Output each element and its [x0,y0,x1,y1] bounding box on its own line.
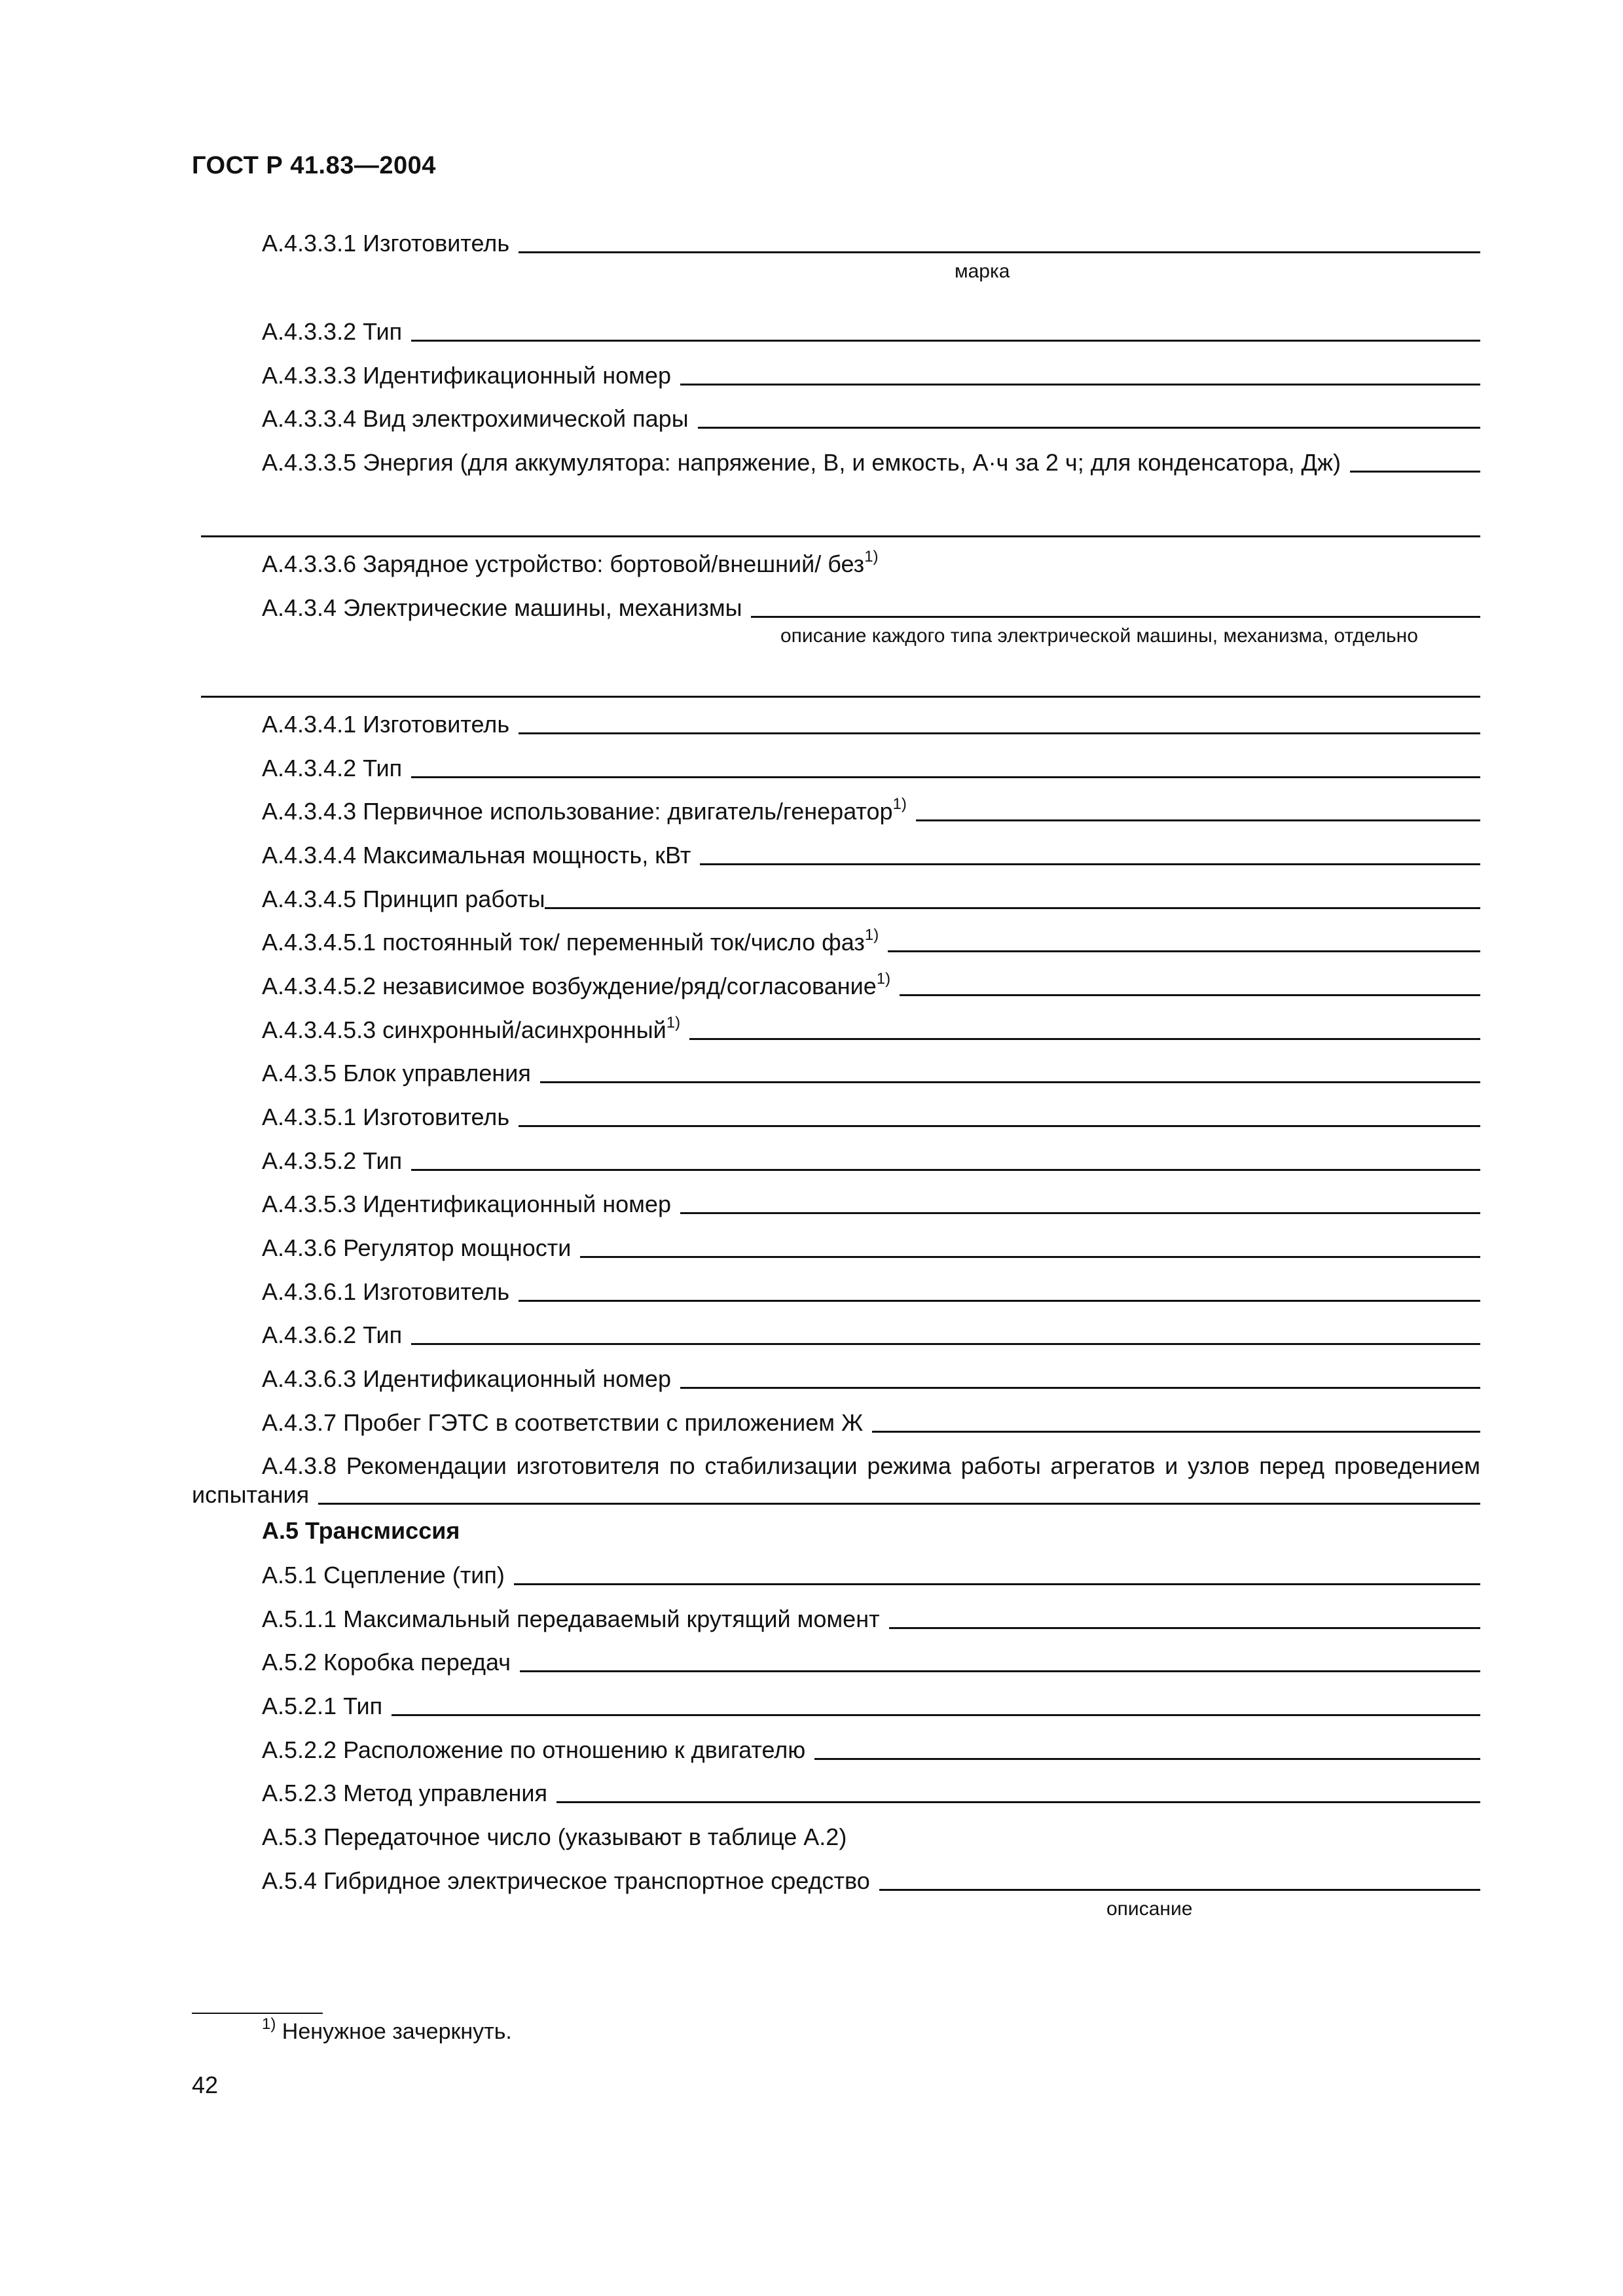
field-a52: А.5.2 Коробка передач [262,1648,1480,1677]
fill-line[interactable] [520,1670,1480,1672]
field-a43363: А.4.3.6.3 Идентификационный номер [262,1365,1480,1393]
fill-line[interactable] [411,776,1480,778]
field-a433452: А.4.3.4.5.2 независимое возбуждение/ряд/согласование$^{1)}$ [262,972,1480,1001]
field-a43352: А.4.3.5.2 Тип [262,1147,1480,1175]
fill-line[interactable] [689,1038,1480,1040]
field-a43334: А.4.3.3.4 Вид электрохимической пары [262,404,1480,433]
field-a4338-line2: испытания [192,1480,1480,1509]
field-a43333: А.4.3.3.3 Идентификационный номер [262,361,1480,390]
field-a43336: А.4.3.3.6 Зарядное устройство: бортовой/внешний/ без$^{1)}$ [262,548,879,577]
fill-line[interactable] [519,251,1480,253]
caption-machines: описание каждого типа электрической машины, механизма, отдельно [780,625,1418,647]
field-a4336: А.4.3.6 Регулятор мощности [262,1234,1480,1263]
field-a4334: А.4.3.4 Электрические машины, механизмы [262,594,1480,622]
field-a43351: А.4.3.5.1 Изготовитель [262,1103,1480,1132]
fill-line[interactable] [879,1889,1480,1891]
field-a433451: А.4.3.4.5.1 постоянный ток/ переменный ток/число фаз$^{1)}$ [262,928,1480,957]
fill-line[interactable] [872,1431,1480,1433]
field-a4338-line1: А.4.3.8 Рекомендации изготовителя по стабилизации режима работы агрегатов и узлов перед проведением [262,1452,1480,1479]
page-number: 42 [192,2072,219,2098]
fill-line[interactable] [580,1256,1480,1258]
field-a43353: А.4.3.5.3 Идентификационный номер [262,1190,1480,1219]
fill-line[interactable] [519,1300,1480,1302]
fill-line[interactable] [889,1627,1480,1629]
field-a4337: А.4.3.7 Пробег ГЭТС в соответствии с приложением Ж [262,1408,1480,1437]
field-a51: А.5.1 Сцепление (тип) [262,1561,1480,1590]
fill-line[interactable] [411,340,1480,342]
fill-line[interactable] [751,616,1480,618]
field-a43341: А.4.3.4.1 Изготовитель [262,710,1480,739]
fill-line[interactable] [411,1343,1480,1345]
fill-line[interactable] [411,1169,1480,1171]
field-a54: А.5.4 Гибридное электрическое транспортное средство [262,1867,1480,1895]
document-header: ГОСТ Р 41.83—2004 [192,152,436,179]
field-a43343: А.4.3.4.3 Первичное использование: двигатель/генератор$^{1)}$ [262,797,1480,826]
fill-line[interactable] [519,732,1480,734]
fill-line[interactable] [514,1583,1480,1585]
field-a43331: А.4.3.3.1 Изготовитель [262,229,1480,258]
caption-marka: марка [955,260,1010,282]
footnote-rule [192,2013,323,2014]
field-a521: А.5.2.1 Тип [262,1692,1480,1721]
fill-line[interactable] [698,427,1480,429]
fill-line[interactable] [680,384,1480,386]
field-a4335: А.4.3.5 Блок управления [262,1059,1480,1088]
field-a523: А.5.2.3 Метод управления [262,1779,1480,1808]
fill-line-full[interactable] [201,535,1480,537]
fill-line[interactable] [680,1212,1480,1214]
fill-line[interactable] [900,994,1480,996]
fill-line[interactable] [888,950,1480,952]
field-a43332: А.4.3.3.2 Тип [262,317,1480,346]
fill-line[interactable] [318,1503,1480,1505]
field-a43342: А.4.3.4.2 Тип [262,754,1480,783]
field-a43335: А.4.3.3.5 Энергия (для аккумулятора: напряжение, В, и емкость, А·ч за 2 ч; для конденсатора, Дж) [262,448,1480,477]
fill-line[interactable] [814,1758,1480,1760]
section-title-a5: А.5 Трансмиссия [262,1517,460,1544]
fill-line[interactable] [1350,471,1480,473]
field-a522: А.5.2.2 Расположение по отношению к двигателю [262,1736,1480,1765]
fill-line[interactable] [540,1081,1480,1083]
field-a43361: А.4.3.6.1 Изготовитель [262,1278,1480,1306]
field-a43345: А.4.3.4.5 Принцип работы [262,885,1480,914]
fill-line[interactable] [916,819,1480,821]
field-a511: А.5.1.1 Максимальный передаваемый крутящий момент [262,1605,1480,1634]
fill-line[interactable] [519,1125,1480,1127]
field-a43344: А.4.3.4.4 Максимальная мощность, кВт [262,841,1480,870]
footnote: $^{1)}$ Ненужное зачеркнуть. [262,2015,512,2044]
fill-line[interactable] [556,1801,1480,1803]
fill-line[interactable] [700,863,1480,865]
fill-line-full[interactable] [201,696,1480,698]
field-a43362: А.4.3.6.2 Тип [262,1321,1480,1350]
fill-line[interactable] [392,1714,1480,1716]
fill-line[interactable] [680,1387,1480,1389]
fill-line[interactable] [545,907,1480,909]
field-a433453: А.4.3.4.5.3 синхронный/асинхронный$^{1)}$ [262,1016,1480,1045]
caption-opisanie: описание [1106,1898,1193,1920]
field-a53: А.5.3 Передаточное число (указывают в таблице А.2) [262,1823,847,1850]
